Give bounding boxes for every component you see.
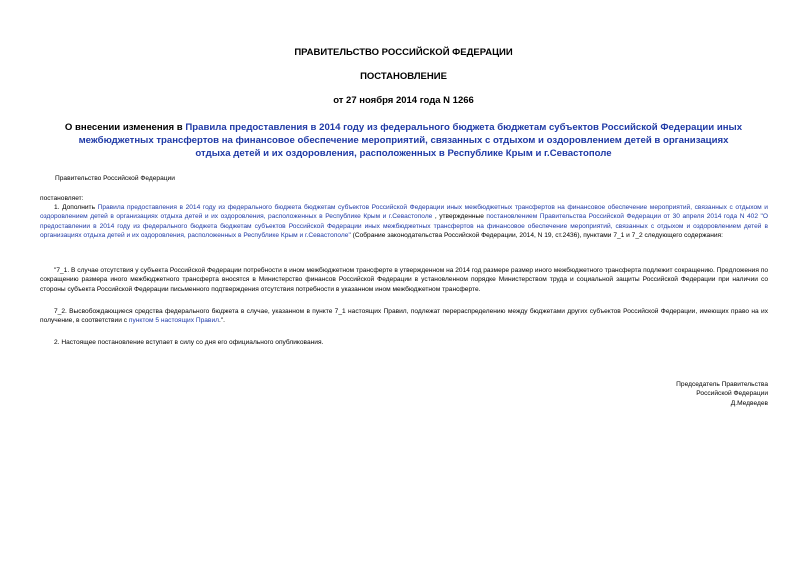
- p72-text-a: 7_2. Высвобождающиеся средства федерального бюджета в случае, указанном в пункте 7_1 настоящих Правил, подлежат перераспределению между бюджетами других субъектов Российской Федерации, имеющих право на их получение, в соответствии с: [40, 308, 768, 325]
- p1-text-b: , утвержденные: [432, 213, 487, 221]
- title-rules-link[interactable]: Правила предоставления в 2014 году из федерального бюджета бюджетам субъектов Российской Федерации иных межбюджетных трансфертов на финансовое обеспечение мероприятий, связанных с отдыхом и оздоровлением детей в организациях отдыха детей и их оздоровления, расположенных в Республике Крым и г.Севастополе: [78, 122, 743, 159]
- p1-rules-link[interactable]: Правила предоставления в 2014 году из федерального бюджета бюджетам субъектов Российской Федерации иных межбюджетных трансфертов на финансовое обеспечение мероприятий, связанных с отдыхом и оздоровлением детей в организациях отдыха детей и их оздоровления, расположенных в Республике Крым и г.Севастополе: [40, 204, 768, 221]
- document-type-heading: ПОСТАНОВЛЕНИЕ: [360, 71, 447, 82]
- government-heading: ПРАВИТЕЛЬСТВО РОССИЙСКОЙ ФЕДЕРАЦИИ: [294, 47, 513, 58]
- document-title: [60, 121, 747, 160]
- signature-position: Председатель Правительства: [676, 381, 768, 388]
- p1-text-a: 1. Дополнить: [54, 204, 98, 211]
- paragraph-7-2: [40, 307, 768, 326]
- paragraph-7-1: "7_1. В случае отсутствия у субъекта Российской Федерации потребности в ином межбюджетном трансферте в утвержденном на 2014 год размере размер иного межбюджетного трансферта подлежит сокращению. Предложения по сокращению размера иного межбюджетного трансферта вносятся в Министерство финансов Российской Федерации в установленном порядке Министерством труда и социальной защиты Российской Федерации при наличии со стороны субъекта Российской Федерации письменного подтверждения отсутствия потребности в указанном ином межбюджетном трансферте.: [40, 267, 768, 293]
- date-number-heading: от 27 ноября 2014 года N 1266: [333, 95, 474, 106]
- p72-text-b: .".: [218, 317, 225, 325]
- title-prefix: О внесении изменения в: [64, 122, 186, 133]
- signature-block: [560, 380, 768, 408]
- issuer-text: Правительство Российской Федерации: [55, 175, 175, 182]
- decree-text: постановляет:: [40, 195, 84, 202]
- p1-text-c: (Собрание законодательства Российской Федерации, 2014, N 19, ст.2436), пунктами 7_1 и 7_2 следующего содержания:: [350, 232, 723, 240]
- p72-rules-point-link[interactable]: пунктом 5 настоящих Правил: [128, 317, 219, 325]
- signature-country: Российской Федерации: [696, 390, 768, 398]
- p1-resolution-link[interactable]: постановлением Правительства Российской Федерации от 30 апреля 2014 года N 402 "О предоставлении в 2014 году из федерального бюджета бюджетам субъектов Российской Федерации иных межбюджетных трансфертов на финансовое обеспечение мероприятий, связанных с отдыхом и оздоровлением детей в организациях отдыха детей и их оздоровления, расположенных в Республике Крым и г.Севастополе": [40, 213, 768, 240]
- paragraph-1: [40, 203, 768, 241]
- paragraph-2: 2. Настоящее постановление вступает в силу со дня его официального опубликования.: [54, 339, 324, 346]
- signature-name: Д.Медведев: [730, 399, 768, 407]
